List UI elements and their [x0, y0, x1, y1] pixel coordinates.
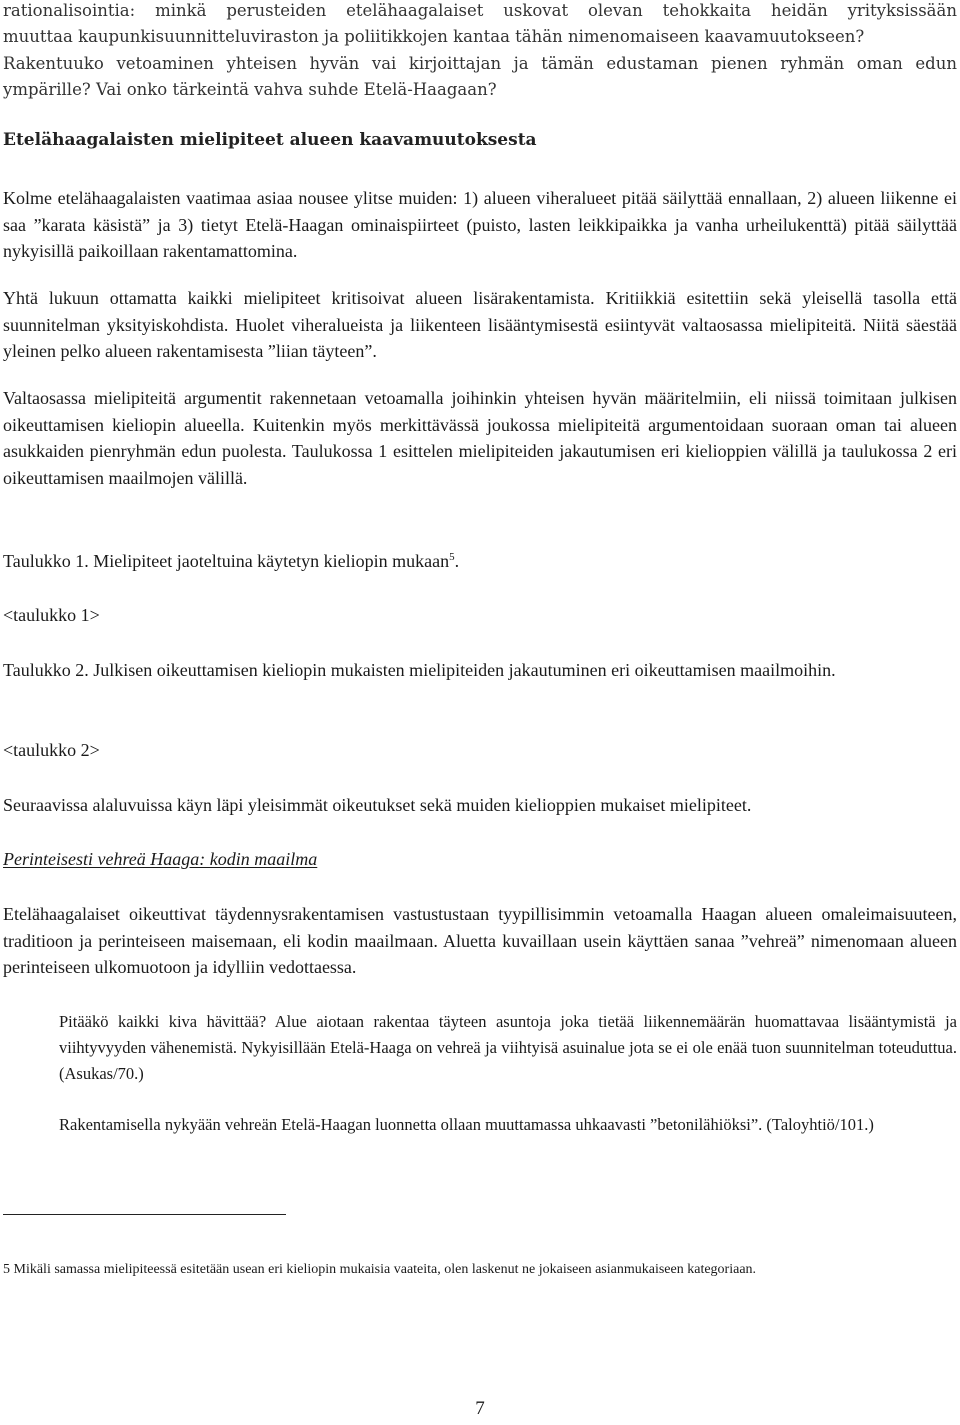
paragraph: Seuraavissa alaluvuissa käyn läpi yleisimmät oikeutukset sekä muiden kielioppien mukaiset mielipiteet. — [3, 795, 752, 815]
paragraph: Etelähaagalaiset oikeuttivat täydennysrakentamisen vastustustaan tyypillisimmin vetoamalla Haagan alueen omaleimaisuuteen, traditioon ja perinteiseen maisemaan, eli kodin maailmaan. Aluetta kuvaillaan usein käyttäen sanaa ”vehreä” nimenomaan alueen perinteiseen ulkomuotoon ja idylliin vedottaessa. — [3, 904, 957, 977]
intro-line: muuttaa kaupunkisuunnitteluviraston ja poliitikkojen kantaa tähän nimenomaiseen kaavamuutokseen? — [3, 27, 865, 47]
page-number: 7 — [475, 1398, 485, 1419]
footnote-separator — [3, 1214, 286, 1215]
intro-line: ympärille? Vai onko tärkeintä vahva suhde Etelä-Haagaan? — [3, 79, 497, 99]
section-heading: Etelähaagalaisten mielipiteet alueen kaavamuutoksesta — [3, 130, 537, 150]
table-1-placeholder: <taulukko 1> — [3, 605, 100, 625]
footnote-ref: 5 — [449, 551, 455, 563]
block-quote: Pitääkö kaikki kiva hävittää? Alue aiotaan rakentaa täyteen asuntoja joka tietää liikennemäärän huomattavaa lisääntymistä ja viihtyvyyden vähenemistä. Nykyisillään Etelä-Haaga on vehreä ja viihtyisä asuinalue jota se ei ole enää tuon suunnitelman toteuduttua. (Asukas/70.) — [59, 1012, 957, 1083]
subsection-heading: Perinteisesti vehreä Haaga: kodin maailma — [3, 849, 318, 869]
paragraph: Yhtä lukuun ottamatta kaikki mielipiteet kritisoivat alueen lisärakentamista. Kritiikkiä esitettiin sekä yleisellä tasolla että suunnitelman yksityiskohdista. Huolet viheralueista ja liikenteen lisääntymisestä esiintyvät valtaosassa mielipiteitä. Niitä säestää yleinen pelko alueen rakentamisesta ”liian täyteen”. — [3, 288, 957, 361]
table-1-caption: Taulukko 1. Mielipiteet jaoteltuina käytetyn kieliopin mukaan$^5$. — [3, 551, 460, 571]
intro-line: rationalisointia: minkä perusteiden etelähaagalaiset uskovat olevan tehokkaita heidän yrityksissään — [3, 1, 957, 20]
intro-line: Rakentuuko vetoaminen yhteisen hyvän vai kirjoittajan ja tämän edustaman pienen ryhmän oman edun — [3, 53, 957, 73]
table-2-caption: Taulukko 2. Julkisen oikeuttamisen kieliopin mukaisten mielipiteiden jakautuminen eri oikeuttamisen maailmoihin. — [3, 660, 836, 680]
paragraph: Valtaosassa mielipiteitä argumentit rakennetaan vetoamalla joihinkin yhteisen hyvän määritelmiin, eli niissä toimitaan julkisen oikeuttamisen kieliopin alueella. Kuitenkin myös merkittävässä joukossa mielipiteitä argumentoidaan suoraan oman tai alueen asukkaiden pienryhmän edun puolesta. Taulukossa 1 esittelen mielipiteiden jakautumisen eri kielioppien välillä ja taulukossa 2 eri oikeuttamisen maailmojen välillä. — [3, 388, 957, 488]
table-2-placeholder: <taulukko 2> — [3, 740, 100, 760]
caption-text: Taulukko 1. Mielipiteet jaoteltuina käytetyn kieliopin mukaan — [3, 551, 450, 571]
intro-paragraph — [3, 0, 957, 103]
paragraph: Kolme etelähaagalaisten vaatimaa asiaa nousee ylitse muiden: 1) alueen viheralueet pitää säilyttää ennallaan, 2) alueen liikenne ei saa ”karata käsistä” ja 3) tietyt Etelä-Haagan ominaispiirteet (puisto, lasten leikkipaikka ja vanha urheilukenttä) pitää säilyttää nykyisillä paikoillaan rakentamattomina. — [3, 188, 957, 261]
footnote: 5 Mikäli samassa mielipiteessä esitetään usean eri kieliopin mukaisia vaateita, olen laskenut ne jokaiseen asianmukaiseen kategoriaan. — [3, 1262, 757, 1277]
block-quote: Rakentamisella nykyään vehreän Etelä-Haagan luonnetta ollaan muuttamassa uhkaavasti ”betonilähiöksi”. (Taloyhtiö/101.) — [59, 1115, 874, 1134]
